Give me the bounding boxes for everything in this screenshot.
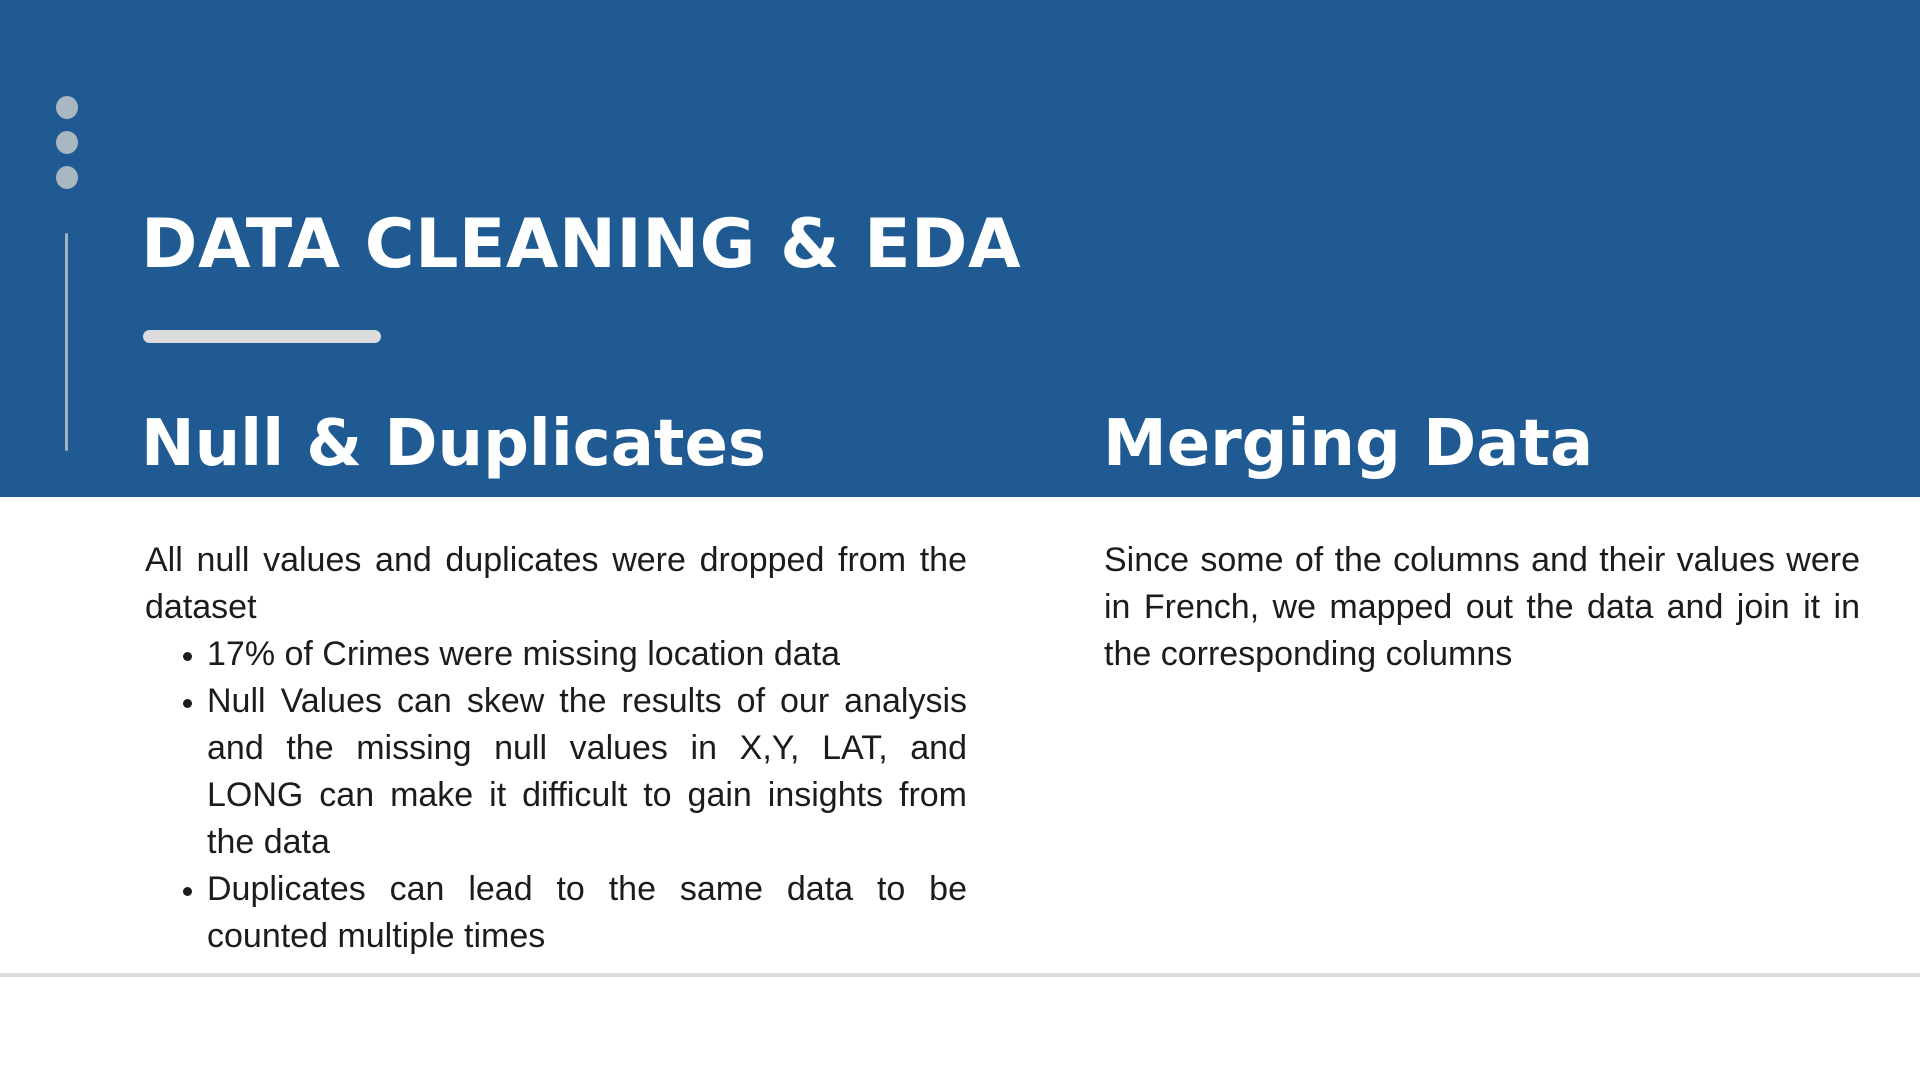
bullet-item: • 17% of Crimes were missing location data <box>207 631 967 678</box>
page-title: DATA CLEANING & EDA <box>141 205 1022 284</box>
bullet-list <box>145 631 967 960</box>
merging-data-content <box>1104 537 1860 678</box>
section-heading-null-duplicates: Null & Duplicates <box>141 407 766 481</box>
three-dots-icon <box>56 96 78 189</box>
intro-paragraph: All null values and duplicates were dropped from the dataset <box>145 541 967 626</box>
null-duplicates-content <box>145 537 967 960</box>
bullet-item: • Null Values can skew the results of our analysis and the missing null values in X,Y, LAT, and LONG can make it difficult to gain insights from the data <box>207 678 967 866</box>
bottom-divider-line <box>0 973 1920 977</box>
dot-icon <box>56 96 78 119</box>
header-band <box>0 0 1920 497</box>
section-heading-merging-data: Merging Data <box>1103 407 1594 481</box>
dot-icon <box>56 131 78 154</box>
title-underline-accent <box>143 330 381 343</box>
vertical-line-decoration <box>65 233 68 451</box>
dot-icon <box>56 166 78 189</box>
merging-paragraph: Since some of the columns and their values were in French, we mapped out the data and join it in the corresponding columns <box>1104 541 1860 673</box>
bullet-item: • Duplicates can lead to the same data to be counted multiple times <box>207 866 967 960</box>
